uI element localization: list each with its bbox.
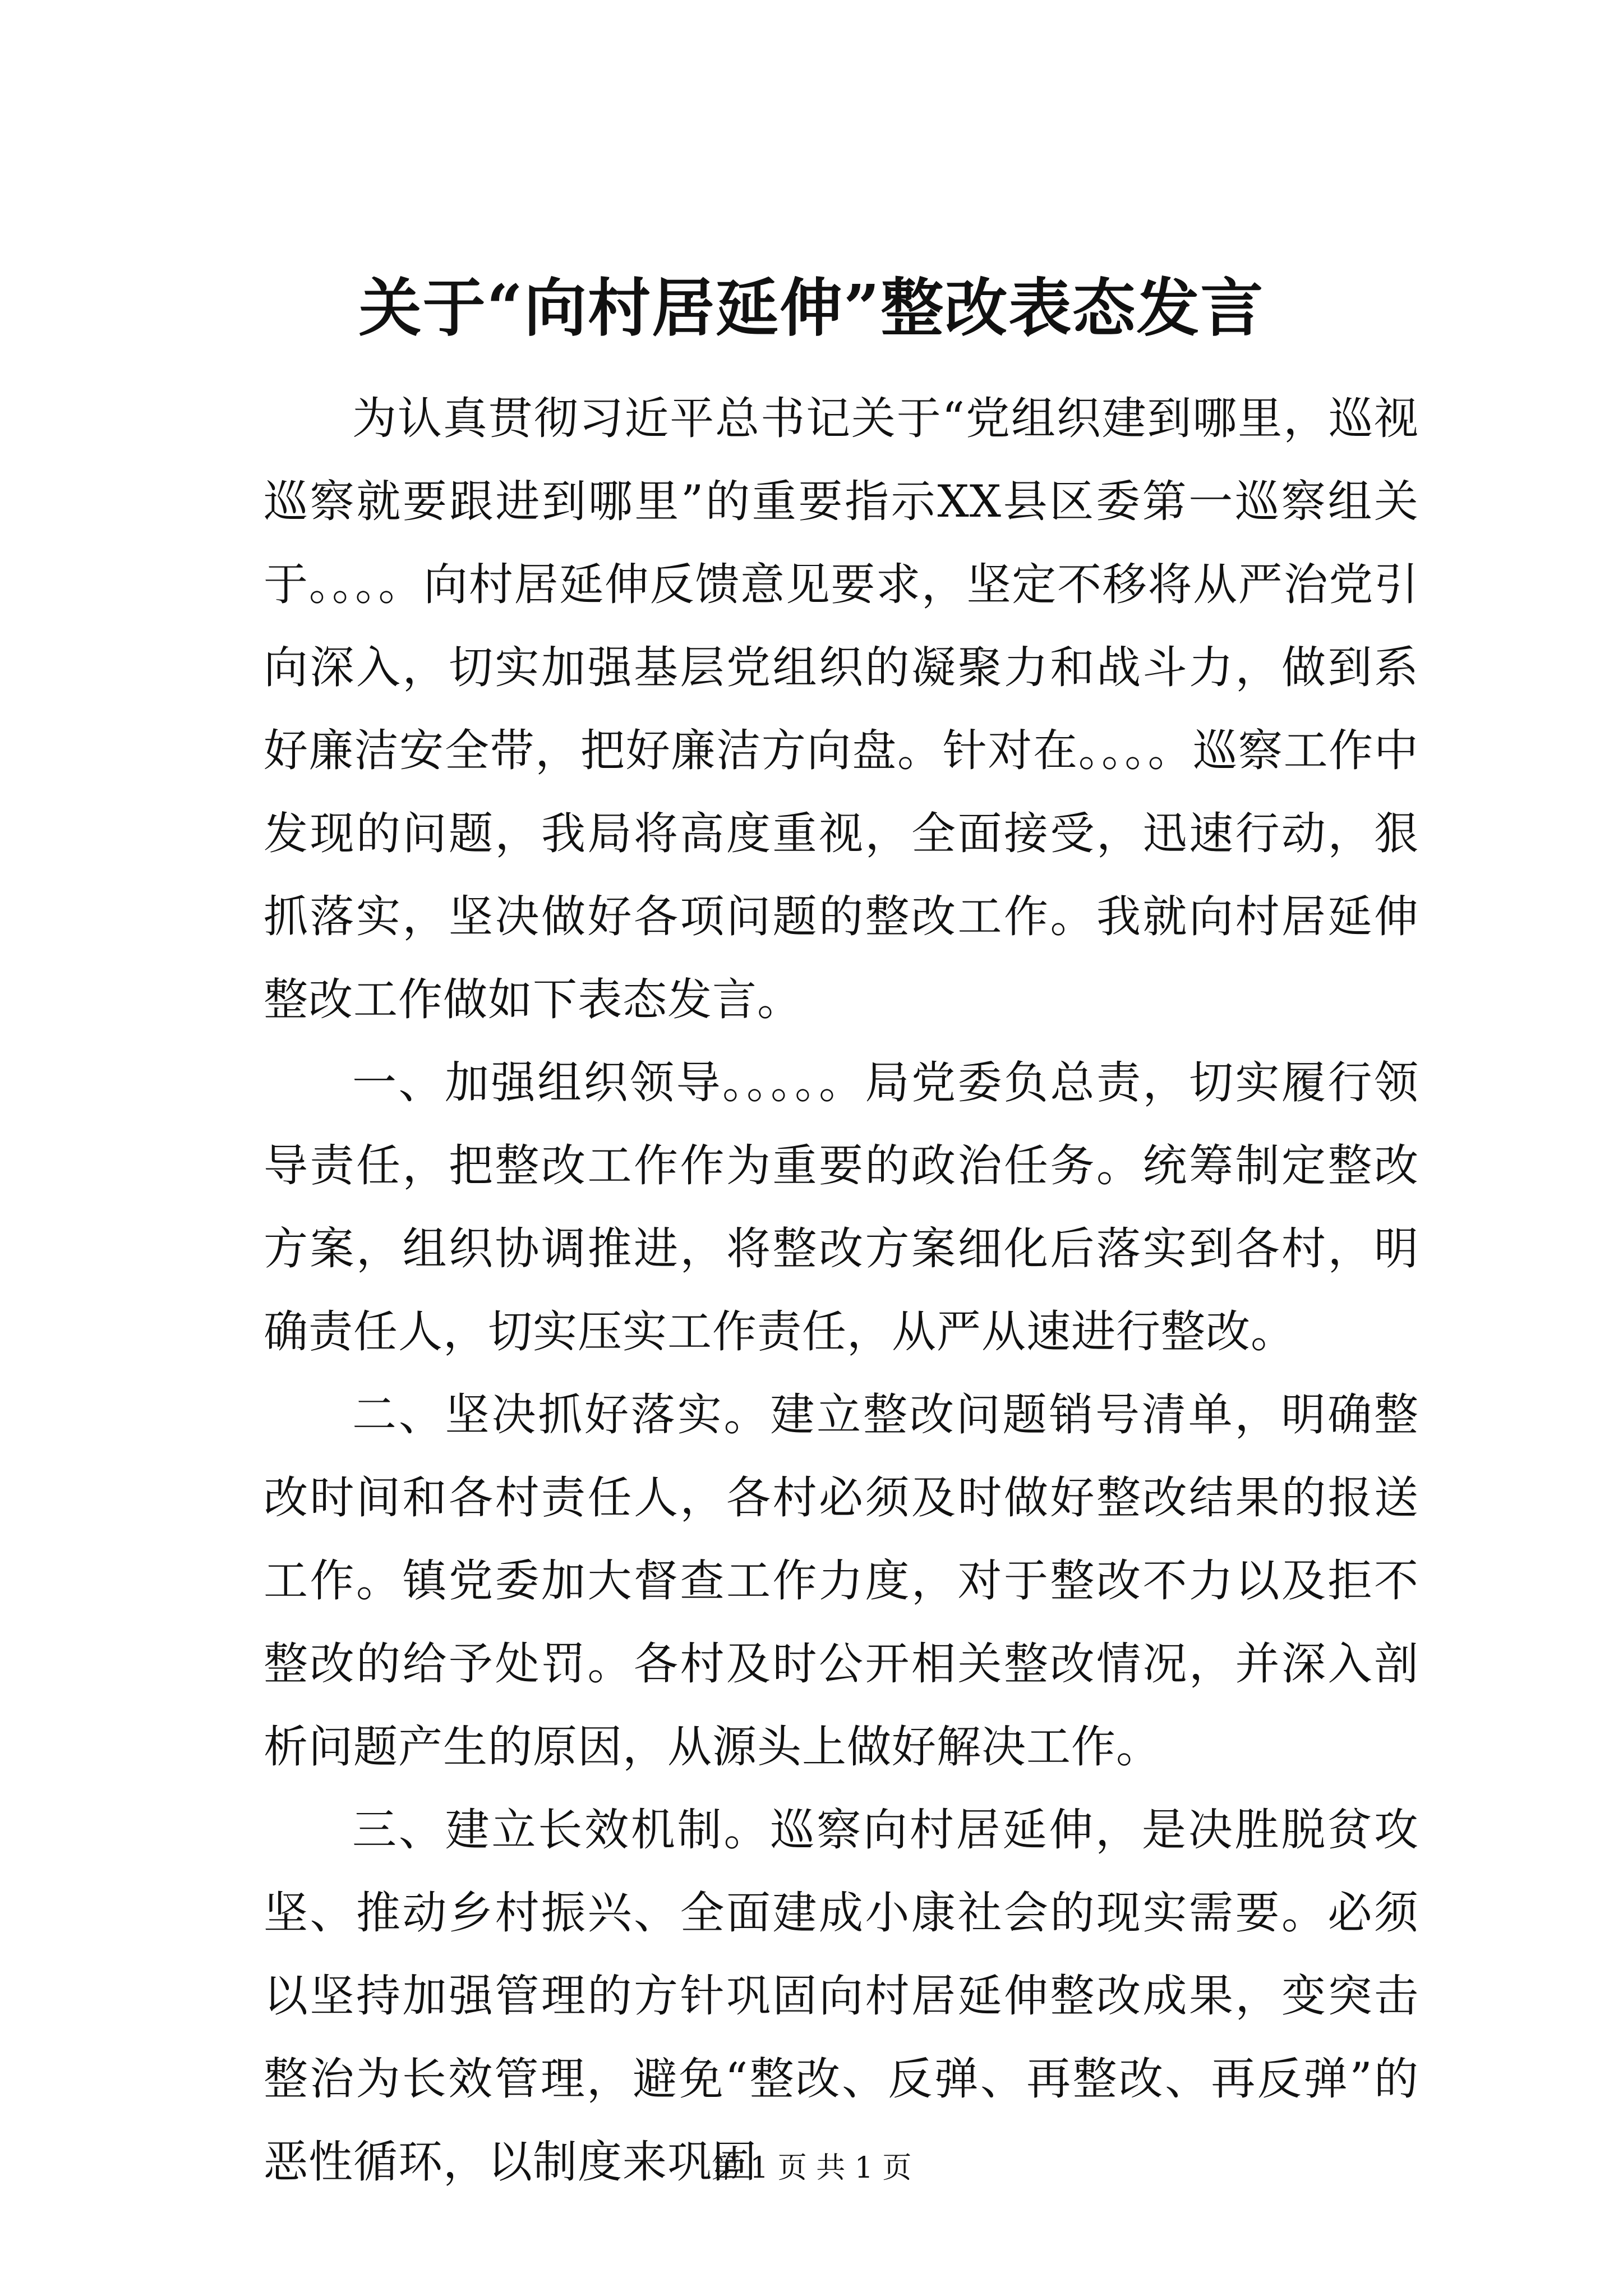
paragraph-section-3: 三、建立长效机制。巡察向村居延伸，是决胜脱贫攻坚、推动乡村振兴、全面建成小康社会的现实需要。必须以坚持加强管理的方针巩固向村居延伸整改成果，变突击整治为长效管理，避免“整改、反弹、再整改、再反弹”的恶性循环，以制度来巩固 (264, 1804, 1419, 2188)
document-body (264, 377, 1419, 2203)
document-title: 关于“向村居延伸”整改表态发言 (358, 272, 1265, 345)
page-number-footer: 第 1 页 共 1 页 (711, 2151, 912, 2185)
paragraph-section-1: 一、加强组织领导。。。。。局党委负总责，切实履行领导责任，把整改工作作为重要的政治任务。统筹制定整改方案，组织协调推进，将整改方案细化后落实到各村，明确责任人，切实压实工作责任，从严从速进行整改。 (264, 1057, 1419, 1358)
paragraph-section-2: 二、坚决抓好落实。建立整改问题销号清单，明确整改时间和各村责任人，各村必须及时做好整改结果的报送工作。镇党委加大督查工作力度，对于整改不力以及拒不整改的给予处罚。各村及时公开相关整改情况，并深入剖析问题产生的原因，从源头上做好解决工作。 (264, 1389, 1419, 1773)
paragraph-intro: 为认真贯彻习近平总书记关于“党组织建到哪里，巡视巡察就要跟进到哪里”的重要指示XX县区委第一巡察组关于。。。。向村居延伸反馈意见要求，坚定不移将从严治党引向深入，切实加强基层党组织的凝聚力和战斗力，做到系好廉洁安全带，把好廉洁方向盘。针对在。。。。巡察工作中发现的问题，我局将高度重视，全面接受，迅速行动，狠抓落实，坚决做好各项问题的整改工作。我就向村居延伸整改工作做如下表态发言。 (264, 393, 1419, 1025)
